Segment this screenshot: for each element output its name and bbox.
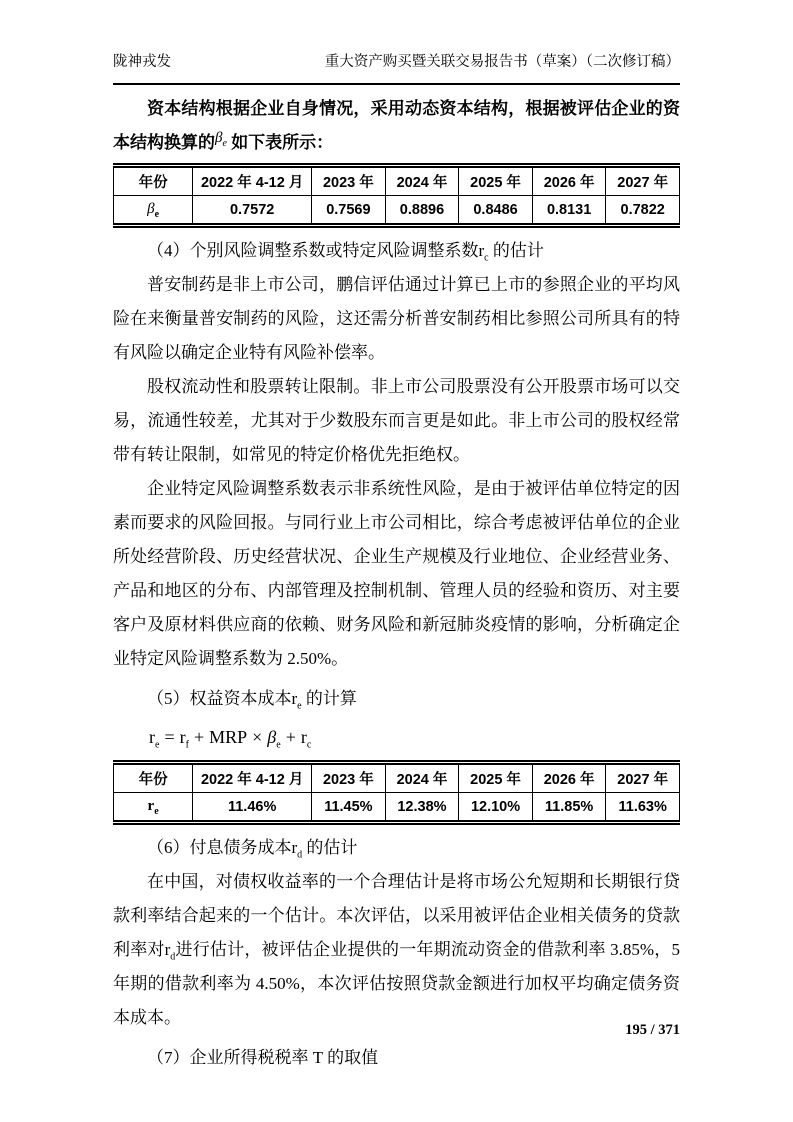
beta-table xyxy=(113,163,680,228)
table-value-cell: 12.38% xyxy=(385,793,459,823)
re-table-value-row xyxy=(114,793,680,823)
intro-text-before: 资本结构根据企业自身情况，采用动态资本结构，根据被评估企业的资本结构换算的 xyxy=(113,99,680,152)
table-value-cell: 11.45% xyxy=(312,793,386,823)
intro-paragraph xyxy=(113,92,680,161)
beta-e-symbol: $\beta_e$ xyxy=(215,130,227,149)
table-value-cell: 0.7822 xyxy=(606,196,680,226)
section7-heading: （7）企业所得税税率 T 的取值 xyxy=(147,1048,379,1067)
intro-text-after: 如下表所示： xyxy=(226,133,334,152)
table-value-cell: 0.8486 xyxy=(459,196,533,226)
section6-heading: （6）付息债务成本$r_d$ 的估计 xyxy=(147,838,358,861)
section5-heading: （5）权益资本成本$r_e$ 的计算 xyxy=(147,689,357,712)
table-value-cell: 12.10% xyxy=(459,793,533,823)
table-header-cell: 2024 年 xyxy=(385,166,459,196)
section4-paragraph-1: 普安制药是非上市公司，鹏信评估通过计算已上市的参照企业的平均风险在来衡量普安制药的风险，这还需分析普安制药相比参照公司所具有的特有风险以确定企业特有风险补偿率。 xyxy=(113,275,680,362)
section4-paragraph-2: 股权流动性和股票转让限制。非上市公司股票没有公开股票市场可以交易，流通性较差，尤其对于少数股东而言更是如此。非上市公司的股权经常带有转让限制，如常见的特定价格优先拒绝权。 xyxy=(113,377,680,464)
table-header-cell: 2023 年 xyxy=(312,763,386,793)
table-value-cell: 0.7572 xyxy=(193,196,312,226)
table-header-cell: 2023 年 xyxy=(312,166,386,196)
header-company-name: 陇神戎发 xyxy=(113,54,171,70)
table-header-cell: 年份 xyxy=(114,166,193,196)
table-value-cell: 0.8896 xyxy=(385,196,459,226)
table-value-cell: 11.63% xyxy=(606,793,680,823)
beta-table-value-row xyxy=(114,196,680,226)
beta-row-label: $\beta_e$ xyxy=(114,196,193,226)
re-table-header-row xyxy=(114,763,680,793)
section6-paragraph: 在中国，对债权收益率的一个合理估计是将市场公允短期和长期银行贷款利率结合起来的一个估计。本次评估，以采用被评估企业相关债务的贷款利率对$r_d$进行估计，被评估企业提供的一年期流动资金的借款利率 3.85%，5 年期的借款利率为 4.50%，本次评估按照贷款金额进行加权平均确定债务资本成本。 xyxy=(113,872,680,1027)
section4-paragraph-3: 企业特定风险调整系数表示非系统性风险，是由于被评估单位特定的因素而要求的风险回报。与同行业上市公司相比，综合考虑被评估单位的企业所处经营阶段、历史经营状况、企业生产规模及行业地位、企业经营业务、产品和地区的分布、内部管理及控制机制、管理人员的经验和资历、对主要客户及原材料供应商的依赖、财务风险和新冠肺炎疫情的影响，分析确定企业特定风险调整系数为 2.50%。 xyxy=(113,479,680,668)
beta-table-header-row xyxy=(114,166,680,196)
table-header-cell: 2025 年 xyxy=(459,763,533,793)
table-header-cell: 年份 xyxy=(114,763,193,793)
table-value-cell: 0.8131 xyxy=(532,196,606,226)
table-header-cell: 2027 年 xyxy=(606,166,680,196)
table-header-cell: 2022 年 4-12 月 xyxy=(193,763,312,793)
re-row-label: $r_e$ xyxy=(114,793,193,823)
running-header xyxy=(113,0,680,85)
cost-of-equity-formula: $r_e = r_f$ + MRP × $\beta_e + r_c$ xyxy=(149,727,312,751)
table-header-cell: 2026 年 xyxy=(532,166,606,196)
table-value-cell: 0.7569 xyxy=(312,196,386,226)
table-value-cell: 11.85% xyxy=(532,793,606,823)
table-header-cell: 2022 年 4-12 月 xyxy=(193,166,312,196)
table-header-cell: 2025 年 xyxy=(459,166,533,196)
section4-heading: （4）个别风险调整系数或特定风险调整系数$r_c$ 的估计 xyxy=(147,241,544,264)
table-header-cell: 2026 年 xyxy=(532,763,606,793)
cost-of-equity-table xyxy=(113,760,680,825)
page-number: 195 / 371 xyxy=(625,1022,680,1038)
header-report-title: 重大资产购买暨关联交易报告书（草案）（二次修订稿） xyxy=(324,54,680,70)
table-header-cell: 2024 年 xyxy=(385,763,459,793)
table-value-cell: 11.46% xyxy=(193,793,312,823)
table-header-cell: 2027 年 xyxy=(606,763,680,793)
